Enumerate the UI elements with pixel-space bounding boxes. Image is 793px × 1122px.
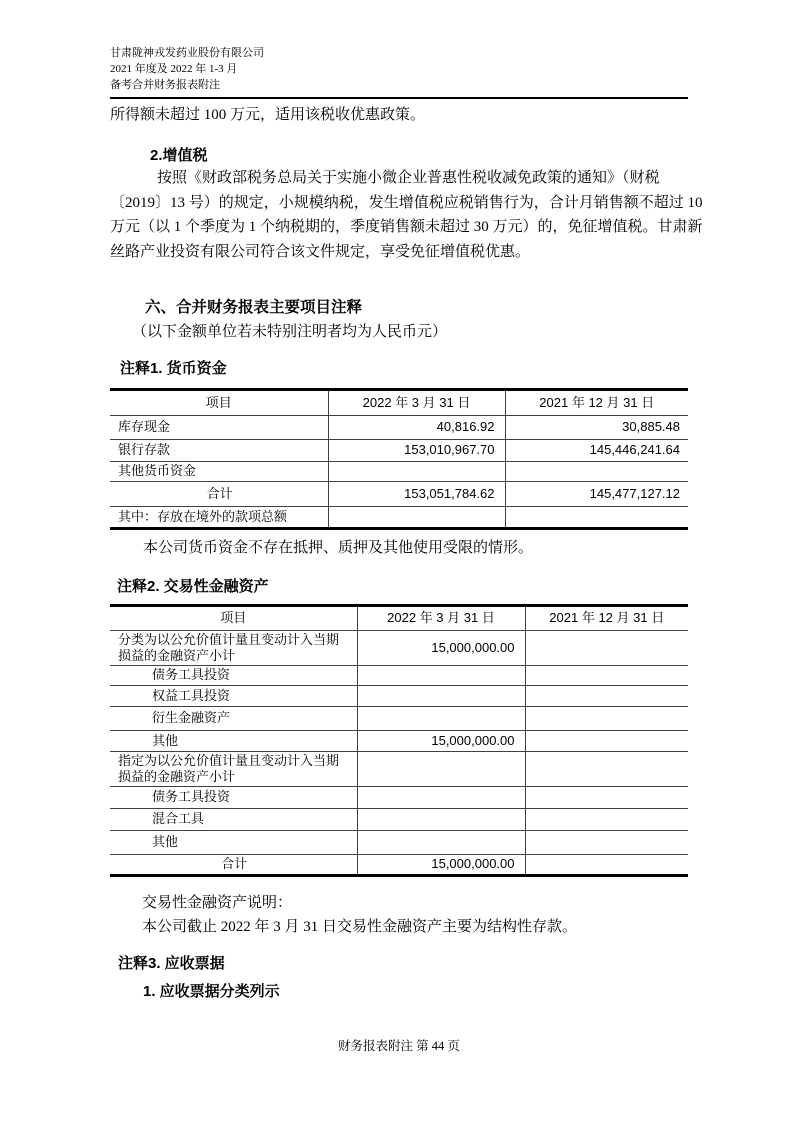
value-2022-cell: 153,051,784.62 <box>328 481 505 506</box>
value-2021-cell <box>525 706 688 730</box>
value-2022-cell: 15,000,000.00 <box>357 630 525 665</box>
value-2022-cell: 15,000,000.00 <box>357 854 525 874</box>
report-title: 备考合并财务报表附注 <box>110 79 220 91</box>
value-2021-cell <box>525 685 688 706</box>
unit-note: （以下金额单位若未特别注明者均为人民币元） <box>132 324 448 340</box>
note1-heading: 注释1. 货币资金 <box>120 360 227 377</box>
table-row <box>110 786 688 808</box>
vat-heading: 2.增值税 <box>150 147 208 164</box>
item-cell: 其他 <box>110 830 357 854</box>
value-2021-cell <box>505 461 688 481</box>
intro-text: 所得额未超过 100 万元，适用该税收优惠政策。 <box>110 107 426 123</box>
value-2022-cell: 153,010,967.70 <box>328 439 505 461</box>
table-row <box>110 706 688 730</box>
note2-remark-label: 交易性金融资产说明： <box>142 895 293 911</box>
value-2021-cell <box>525 854 688 874</box>
note3-heading: 注释3. 应收票据 <box>118 955 225 972</box>
item-cell: 债务工具投资 <box>110 786 357 808</box>
table-row <box>110 808 688 830</box>
table-row <box>110 830 688 854</box>
item-cell: 其他货币资金 <box>110 461 328 481</box>
item-cell: 库存现金 <box>110 415 328 439</box>
note3-subheading: 1. 应收票据分类列示 <box>143 983 280 1000</box>
value-2021-cell: 30,885.48 <box>505 415 688 439</box>
vat-paragraph-line: 〔2019〕13 号）的规定，小规模纳税，发生增值税应税销售行为，合计月销售额不超过 10 <box>110 194 703 211</box>
value-2022-cell <box>357 808 525 830</box>
value-2022-cell <box>357 706 525 730</box>
page-footer: 财务报表附注 第 44 页 <box>338 1039 460 1053</box>
page-header <box>110 45 688 99</box>
table-total-row <box>110 481 688 506</box>
item-cell: 其他 <box>110 730 357 751</box>
value-2021-cell <box>525 630 688 665</box>
table-row <box>110 730 688 751</box>
value-2021-cell <box>525 786 688 808</box>
value-2022-cell <box>357 665 525 685</box>
value-2022-cell <box>328 461 505 481</box>
col-header-2021: 2021 年 12 月 31 日 <box>525 607 688 630</box>
value-2021-cell: 145,477,127.12 <box>505 481 688 506</box>
value-2022-cell: 15,000,000.00 <box>357 730 525 751</box>
note2-heading: 注释2. 交易性金融资产 <box>117 578 269 595</box>
value-2022-cell <box>357 685 525 706</box>
value-2022-cell <box>357 751 525 786</box>
item-cell: 合计 <box>110 854 357 874</box>
item-cell: 权益工具投资 <box>110 685 357 706</box>
item-cell: 债务工具投资 <box>110 665 357 685</box>
value-2021-cell <box>525 751 688 786</box>
note2-table <box>110 604 688 877</box>
company-name: 甘肃陇神戎发药业股份有限公司 <box>110 47 264 59</box>
vat-paragraph-line: 万元（以 1 个季度为 1 个纳税期的，季度销售额未超过 30 万元）的，免征增值税。甘肃新 <box>110 219 703 235</box>
table-row <box>110 506 688 527</box>
value-2021-cell <box>525 665 688 685</box>
table-row <box>110 665 688 685</box>
col-header-2021: 2021 年 12 月 31 日 <box>505 391 688 415</box>
table-header-row <box>110 391 688 415</box>
note1-table <box>110 388 688 530</box>
table-row <box>110 630 688 665</box>
value-2021-cell: 145,446,241.64 <box>505 439 688 461</box>
section6-heading: 六、合并财务报表主要项目注释 <box>145 299 363 316</box>
item-cell: 其中：存放在境外的款项总额 <box>110 506 328 527</box>
vat-paragraph-line: 按照《财政部税务总局关于实施小微企业普惠性税收减免政策的通知》（财税 <box>157 170 660 186</box>
col-header-item: 项目 <box>110 391 328 415</box>
value-2021-cell <box>505 506 688 527</box>
item-cell: 分类为以公允价值计量且变动计入当期损益的金融资产小计 <box>110 630 357 665</box>
item-cell: 指定为以公允价值计量且变动计入当期损益的金融资产小计 <box>110 751 357 786</box>
col-header-2022: 2022 年 3 月 31 日 <box>357 607 525 630</box>
table-row <box>110 439 688 461</box>
item-cell: 银行存款 <box>110 439 328 461</box>
table-total-row <box>110 854 688 874</box>
item-cell: 混合工具 <box>110 808 357 830</box>
table-row <box>110 415 688 439</box>
value-2022-cell <box>357 830 525 854</box>
value-2021-cell <box>525 808 688 830</box>
col-header-item: 项目 <box>110 607 357 630</box>
item-cell: 衍生金融资产 <box>110 706 357 730</box>
table-row <box>110 685 688 706</box>
item-cell: 合计 <box>110 481 328 506</box>
value-2022-cell <box>357 786 525 808</box>
report-period: 2021 年度及 2022 年 1-3 月 <box>110 63 238 75</box>
col-header-2022: 2022 年 3 月 31 日 <box>328 391 505 415</box>
vat-paragraph <box>110 166 703 264</box>
table-row <box>110 461 688 481</box>
value-2021-cell <box>525 830 688 854</box>
note2-remark-text: 本公司截止 2022 年 3 月 31 日交易性金融资产主要为结构性存款。 <box>142 919 578 935</box>
table-header-row <box>110 607 688 630</box>
table-row <box>110 751 688 786</box>
note1-remark: 本公司货币资金不存在抵押、质押及其他使用受限的情形。 <box>143 540 534 556</box>
vat-paragraph-line: 丝路产业投资有限公司符合该文件规定，享受免征增值税优惠。 <box>110 243 531 260</box>
value-2022-cell <box>328 506 505 527</box>
value-2022-cell: 40,816.92 <box>328 415 505 439</box>
value-2021-cell <box>525 730 688 751</box>
